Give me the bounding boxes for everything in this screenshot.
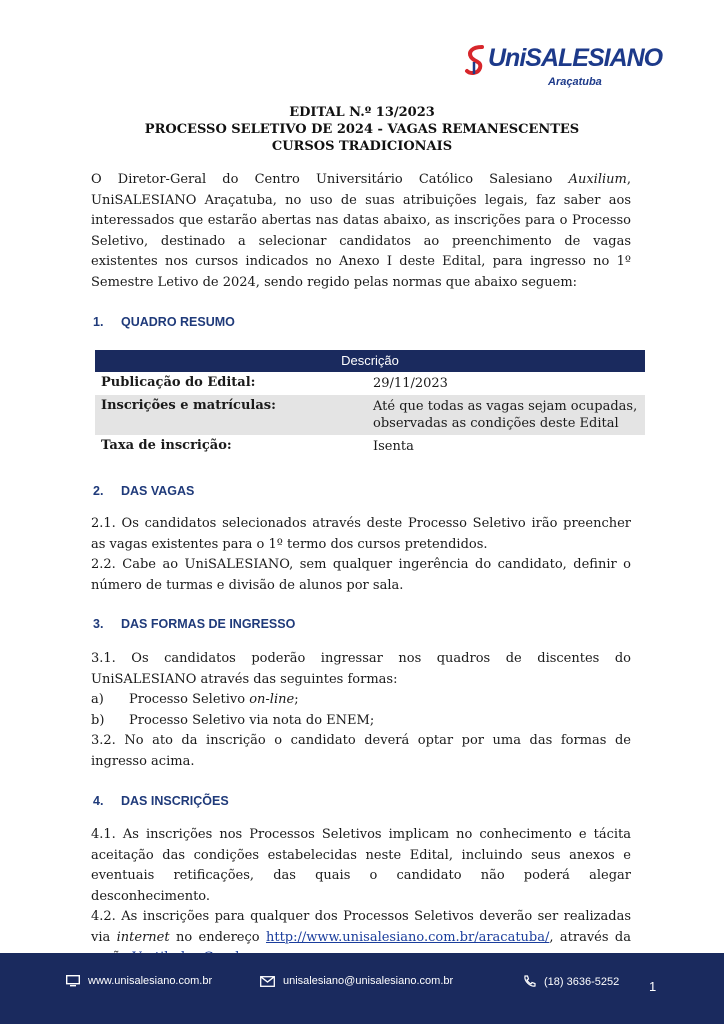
summary-value: Até que todas as vagas sejam ocupadas, observadas as condições deste Edital	[373, 399, 638, 431]
intro-paragraph: O Diretor-Geral do Centro Universitário Católico Salesiano Auxilium, UniSALESIANO Araçatuba, no uso de suas atribuições legais, faz saber aos interessados que estarão abertas nas datas abaixo, as inscrições para o Processo Seletivo, destinado a selecionar candidatos ao preenchimento de vagas existentes nos cursos indicados no Anexo I deste Edital, para ingresso no 1º Semestre Letivo de 2024, sendo regido pelas normas que abaixo seguem:	[91, 172, 631, 290]
footer-email: unisalesiano@unisalesiano.com.br	[260, 975, 453, 987]
website-link[interactable]: http://www.unisalesiano.com.br/aracatuba/	[265, 929, 550, 945]
clause-2-1: 2.1. Os candidatos selecionados através deste Processo Seletivo irão preencher as vagas existentes para o 1º termo dos cursos pretendidos.	[91, 516, 631, 552]
unisalesiano-logo	[464, 42, 663, 92]
summary-value: 29/11/2023	[373, 376, 448, 391]
section-1-title: 1. QUADRO RESUMO	[93, 315, 235, 329]
clause-2-2: 2.2. Cabe ao UniSALESIANO, sem qualquer ingerência do candidato, definir o número de turmas e divisão de alunos por sala.	[91, 557, 631, 593]
summary-row-inscricoes	[95, 395, 645, 435]
summary-row-taxa	[95, 435, 645, 458]
monitor-icon	[66, 975, 80, 987]
section-4-title: 4. DAS INSCRIÇÕES	[93, 794, 229, 808]
document-heading	[0, 104, 724, 155]
clause-4-1: 4.1. As inscrições nos Processos Seletivos implicam no conhecimento e tácita aceitação das condições estabelecidas neste Edital, incluindo seus anexos e eventuais retificações, das quais o candidato não poderá alegar desconhecimento.	[91, 827, 631, 904]
summary-value: Isenta	[373, 439, 414, 454]
envelope-icon	[260, 976, 275, 987]
logo-city: Araçatuba	[548, 76, 602, 88]
section-3-body	[91, 649, 631, 772]
edital-subtitle: CURSOS TRADICIONAIS	[271, 139, 453, 154]
clause-3-1: 3.1. Os candidatos poderão ingressar nos quadros de discentes do UniSALESIANO através das seguintes formas:	[91, 651, 631, 687]
page-footer	[0, 953, 724, 1024]
summary-label: Taxa de inscrição:	[101, 438, 232, 453]
footer-phone: (18) 3636-5252	[523, 975, 619, 988]
section-2-title: 2. DAS VAGAS	[93, 484, 195, 498]
intro-italic: Auxilium	[568, 172, 627, 187]
section-3-title: 3. DAS FORMAS DE INGRESSO	[93, 617, 296, 631]
logo-name: UniSALESIANO	[488, 44, 663, 72]
logo-mark-icon	[464, 44, 488, 78]
list-item-b: b) Processo Seletivo via nota do ENEM;	[91, 712, 375, 728]
summary-label: Inscrições e matrículas:	[101, 398, 276, 413]
section-4-body	[91, 825, 631, 969]
edital-title: PROCESSO SELETIVO DE 2024 - VAGAS REMANESCENTES	[144, 122, 580, 137]
section-2-body	[91, 514, 631, 596]
footer-website: www.unisalesiano.com.br	[66, 975, 212, 987]
summary-label: Publicação do Edital:	[101, 375, 256, 390]
summary-table-header: Descrição	[95, 350, 645, 372]
summary-table	[95, 350, 645, 458]
page-number: 1	[649, 979, 657, 994]
clause-3-2: 3.2. No ato da inscrição o candidato deverá optar por uma das formas de ingresso acima.	[91, 733, 631, 769]
clause-4-2: 4.2. As inscrições para qualquer dos Processos Seletivos deverão ser realizadas via internet no endereço http://www.unisalesiano.com.br/aracatuba/, através da	[91, 907, 631, 969]
summary-row-publicacao	[95, 372, 645, 395]
edital-number: EDITAL N.º 13/2023	[289, 105, 435, 120]
list-item-a: a) Processo Seletivo on-line;	[91, 692, 299, 707]
phone-icon	[523, 975, 536, 988]
